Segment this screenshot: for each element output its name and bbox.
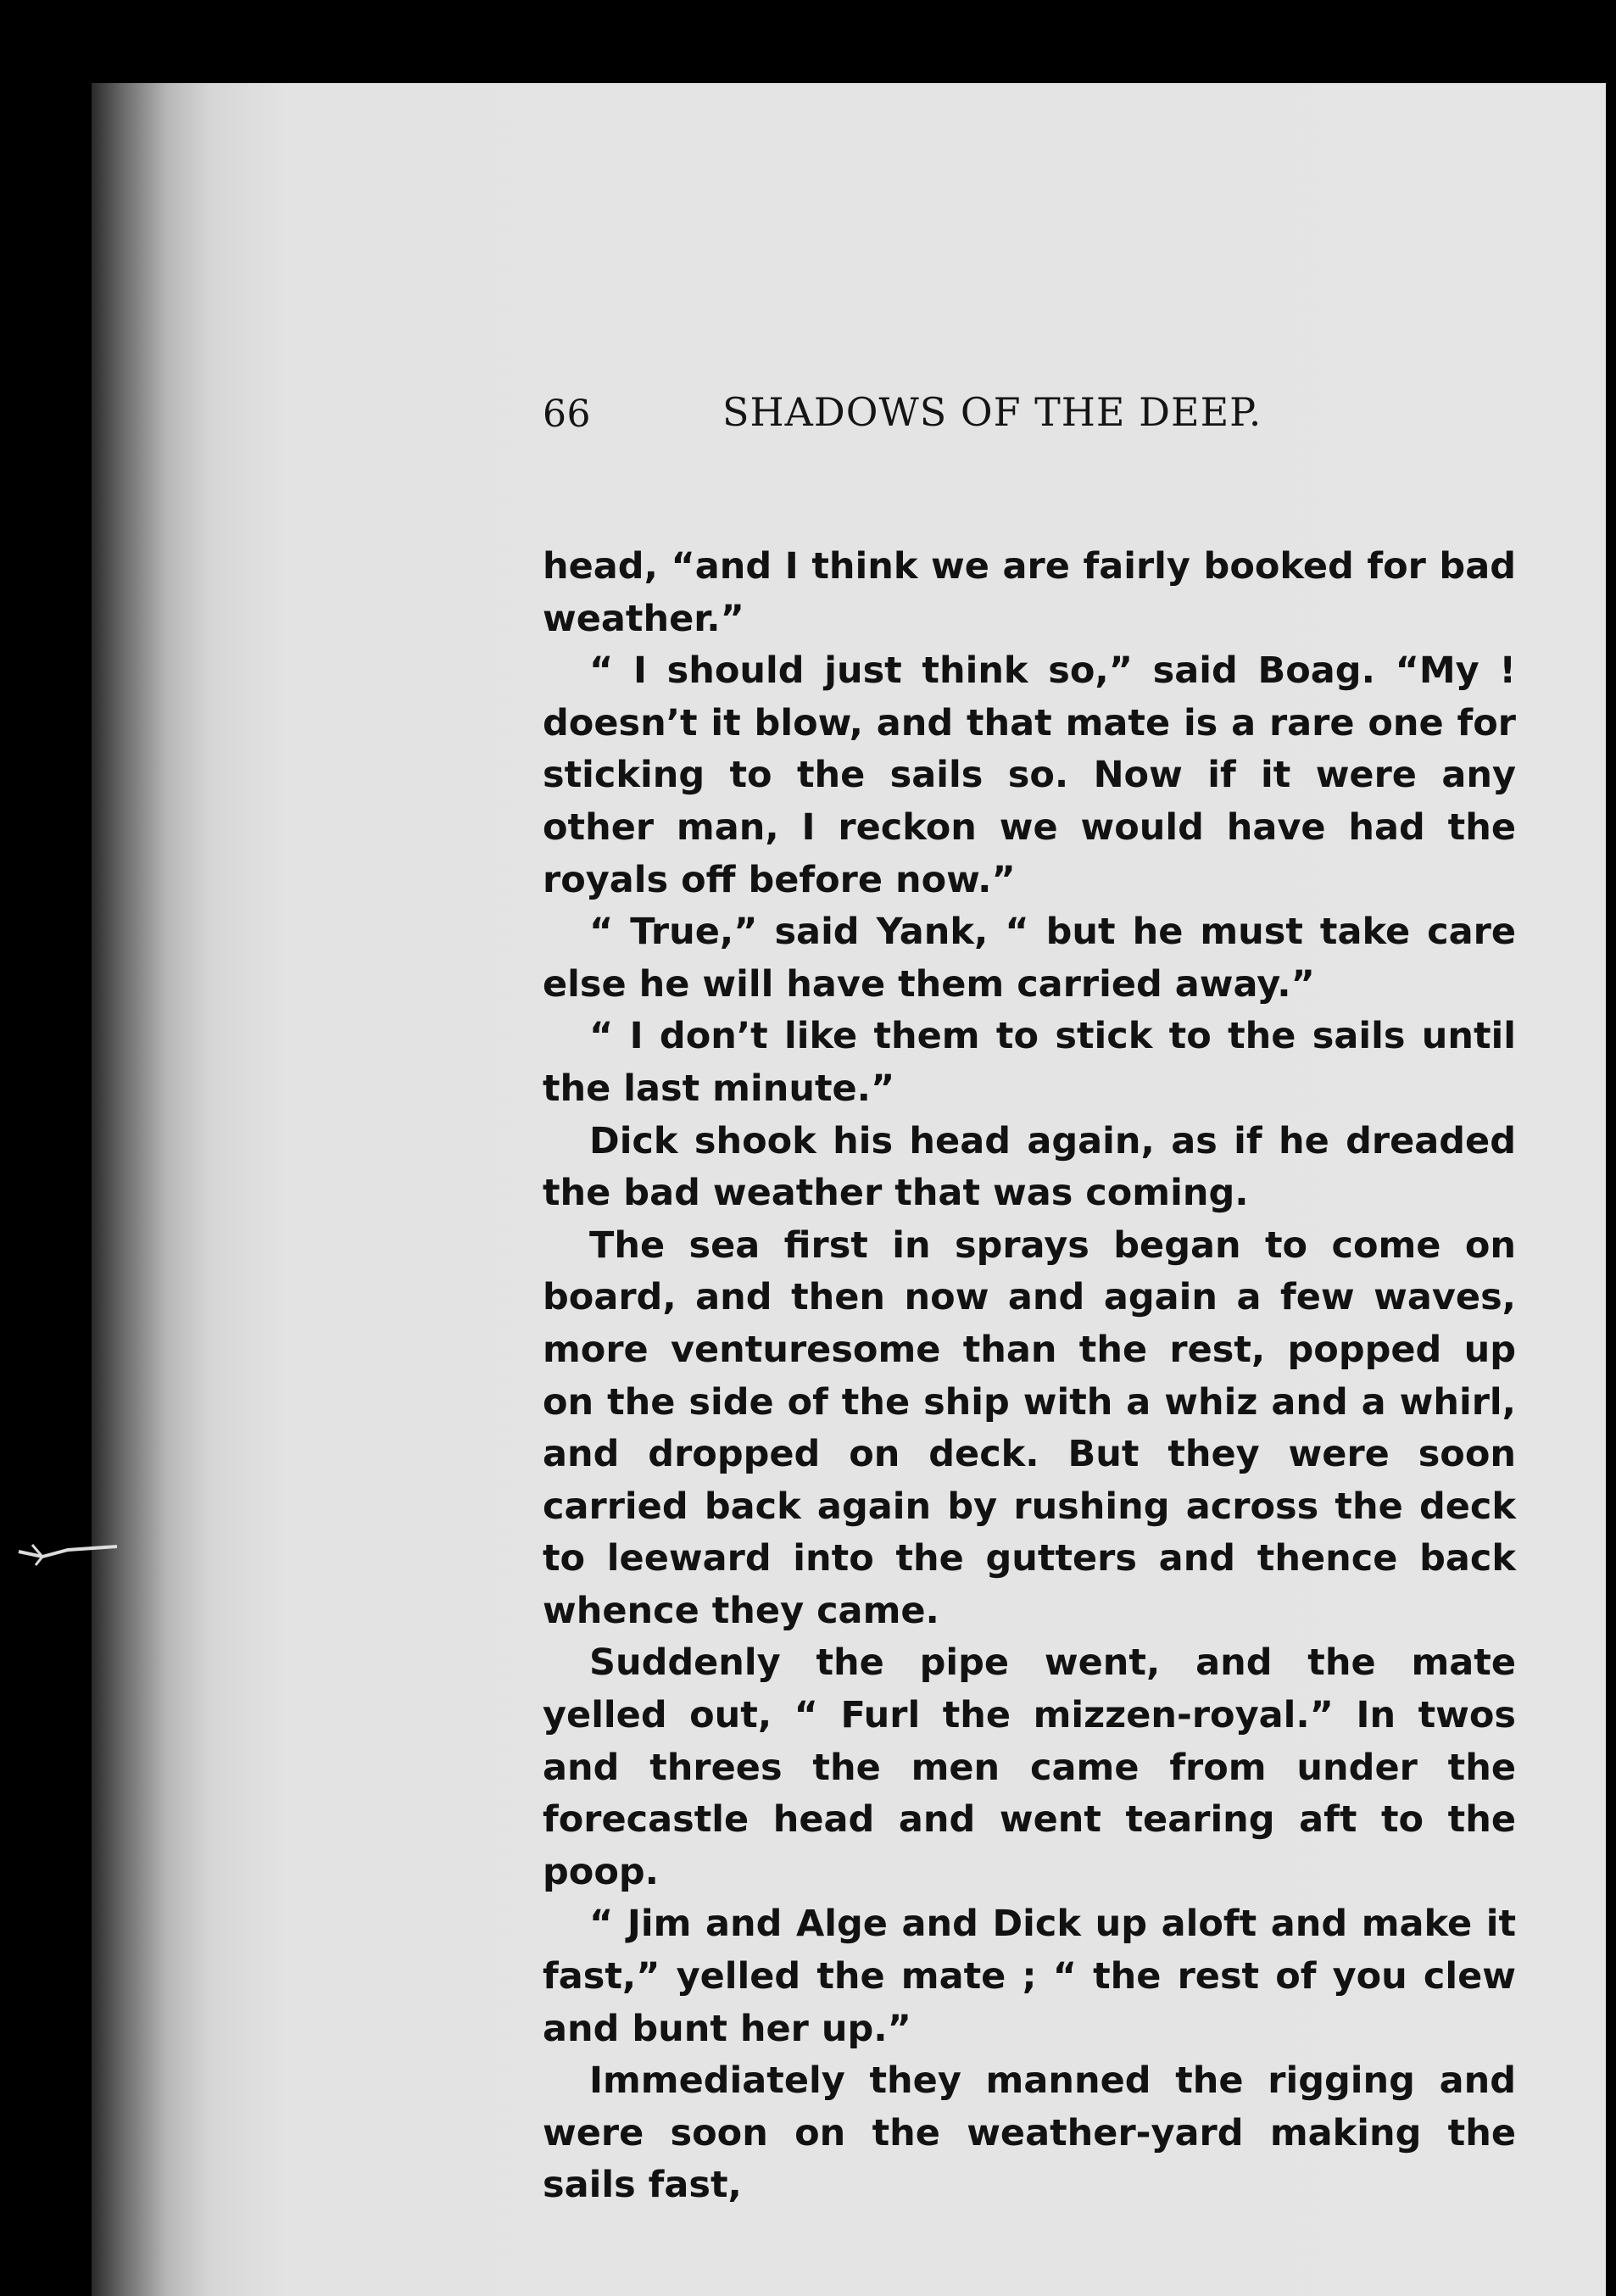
scan-artifact-mark bbox=[17, 1541, 119, 1567]
paragraph: “ Jim and Alge and Dick up aloft and make it fast,” yelled the mate ; “ the rest of you clew and bunt her up.” bbox=[543, 1903, 1516, 2050]
page-content bbox=[92, 83, 1606, 2296]
book-page bbox=[92, 83, 1606, 2296]
page-number: 66 bbox=[543, 393, 591, 436]
paragraph: “ I don’t like them to stick to the sails until the last minute.” bbox=[543, 1015, 1516, 1110]
body-text bbox=[543, 541, 1516, 2212]
paragraph: “ True,” said Yank, “ but he must take care else he will have them carried away.” bbox=[543, 911, 1516, 1006]
paragraph: Suddenly the pipe went, and the mate yelled out, “ Furl the mizzen-royal.” In twos and threes the men came from under the forecastle head and went tearing aft to the poop. bbox=[543, 1641, 1516, 1893]
paragraph: The sea first in sprays began to come on board, and then now and again a few waves, more venturesome than the rest, popped up on the side of the ship with a whiz and a whirl, and dropped on deck. But they were soon carried back again by rushing across the deck to leeward into the gutters and thence back whence they came. bbox=[543, 1223, 1516, 1632]
paragraph: Immediately they manned the rigging and were soon on the weather-yard making the sails fast, bbox=[543, 2059, 1516, 2207]
paragraph: Dick shook his head again, as if he dreaded the bad weather that was coming. bbox=[543, 1119, 1516, 1215]
page-header bbox=[543, 376, 1357, 460]
paragraph: head, “and I think we are fairly booked for bad weather.” bbox=[543, 545, 1516, 640]
paragraph: “ I should just think so,” said Boag. “My ! doesn’t it blow, and that mate is a rare one for sticking to the sails so. Now if it were any other man, I reckon we would have had the royals off before now.” bbox=[543, 649, 1516, 901]
running-title: SHADOWS OF THE DEEP. bbox=[722, 389, 1262, 435]
